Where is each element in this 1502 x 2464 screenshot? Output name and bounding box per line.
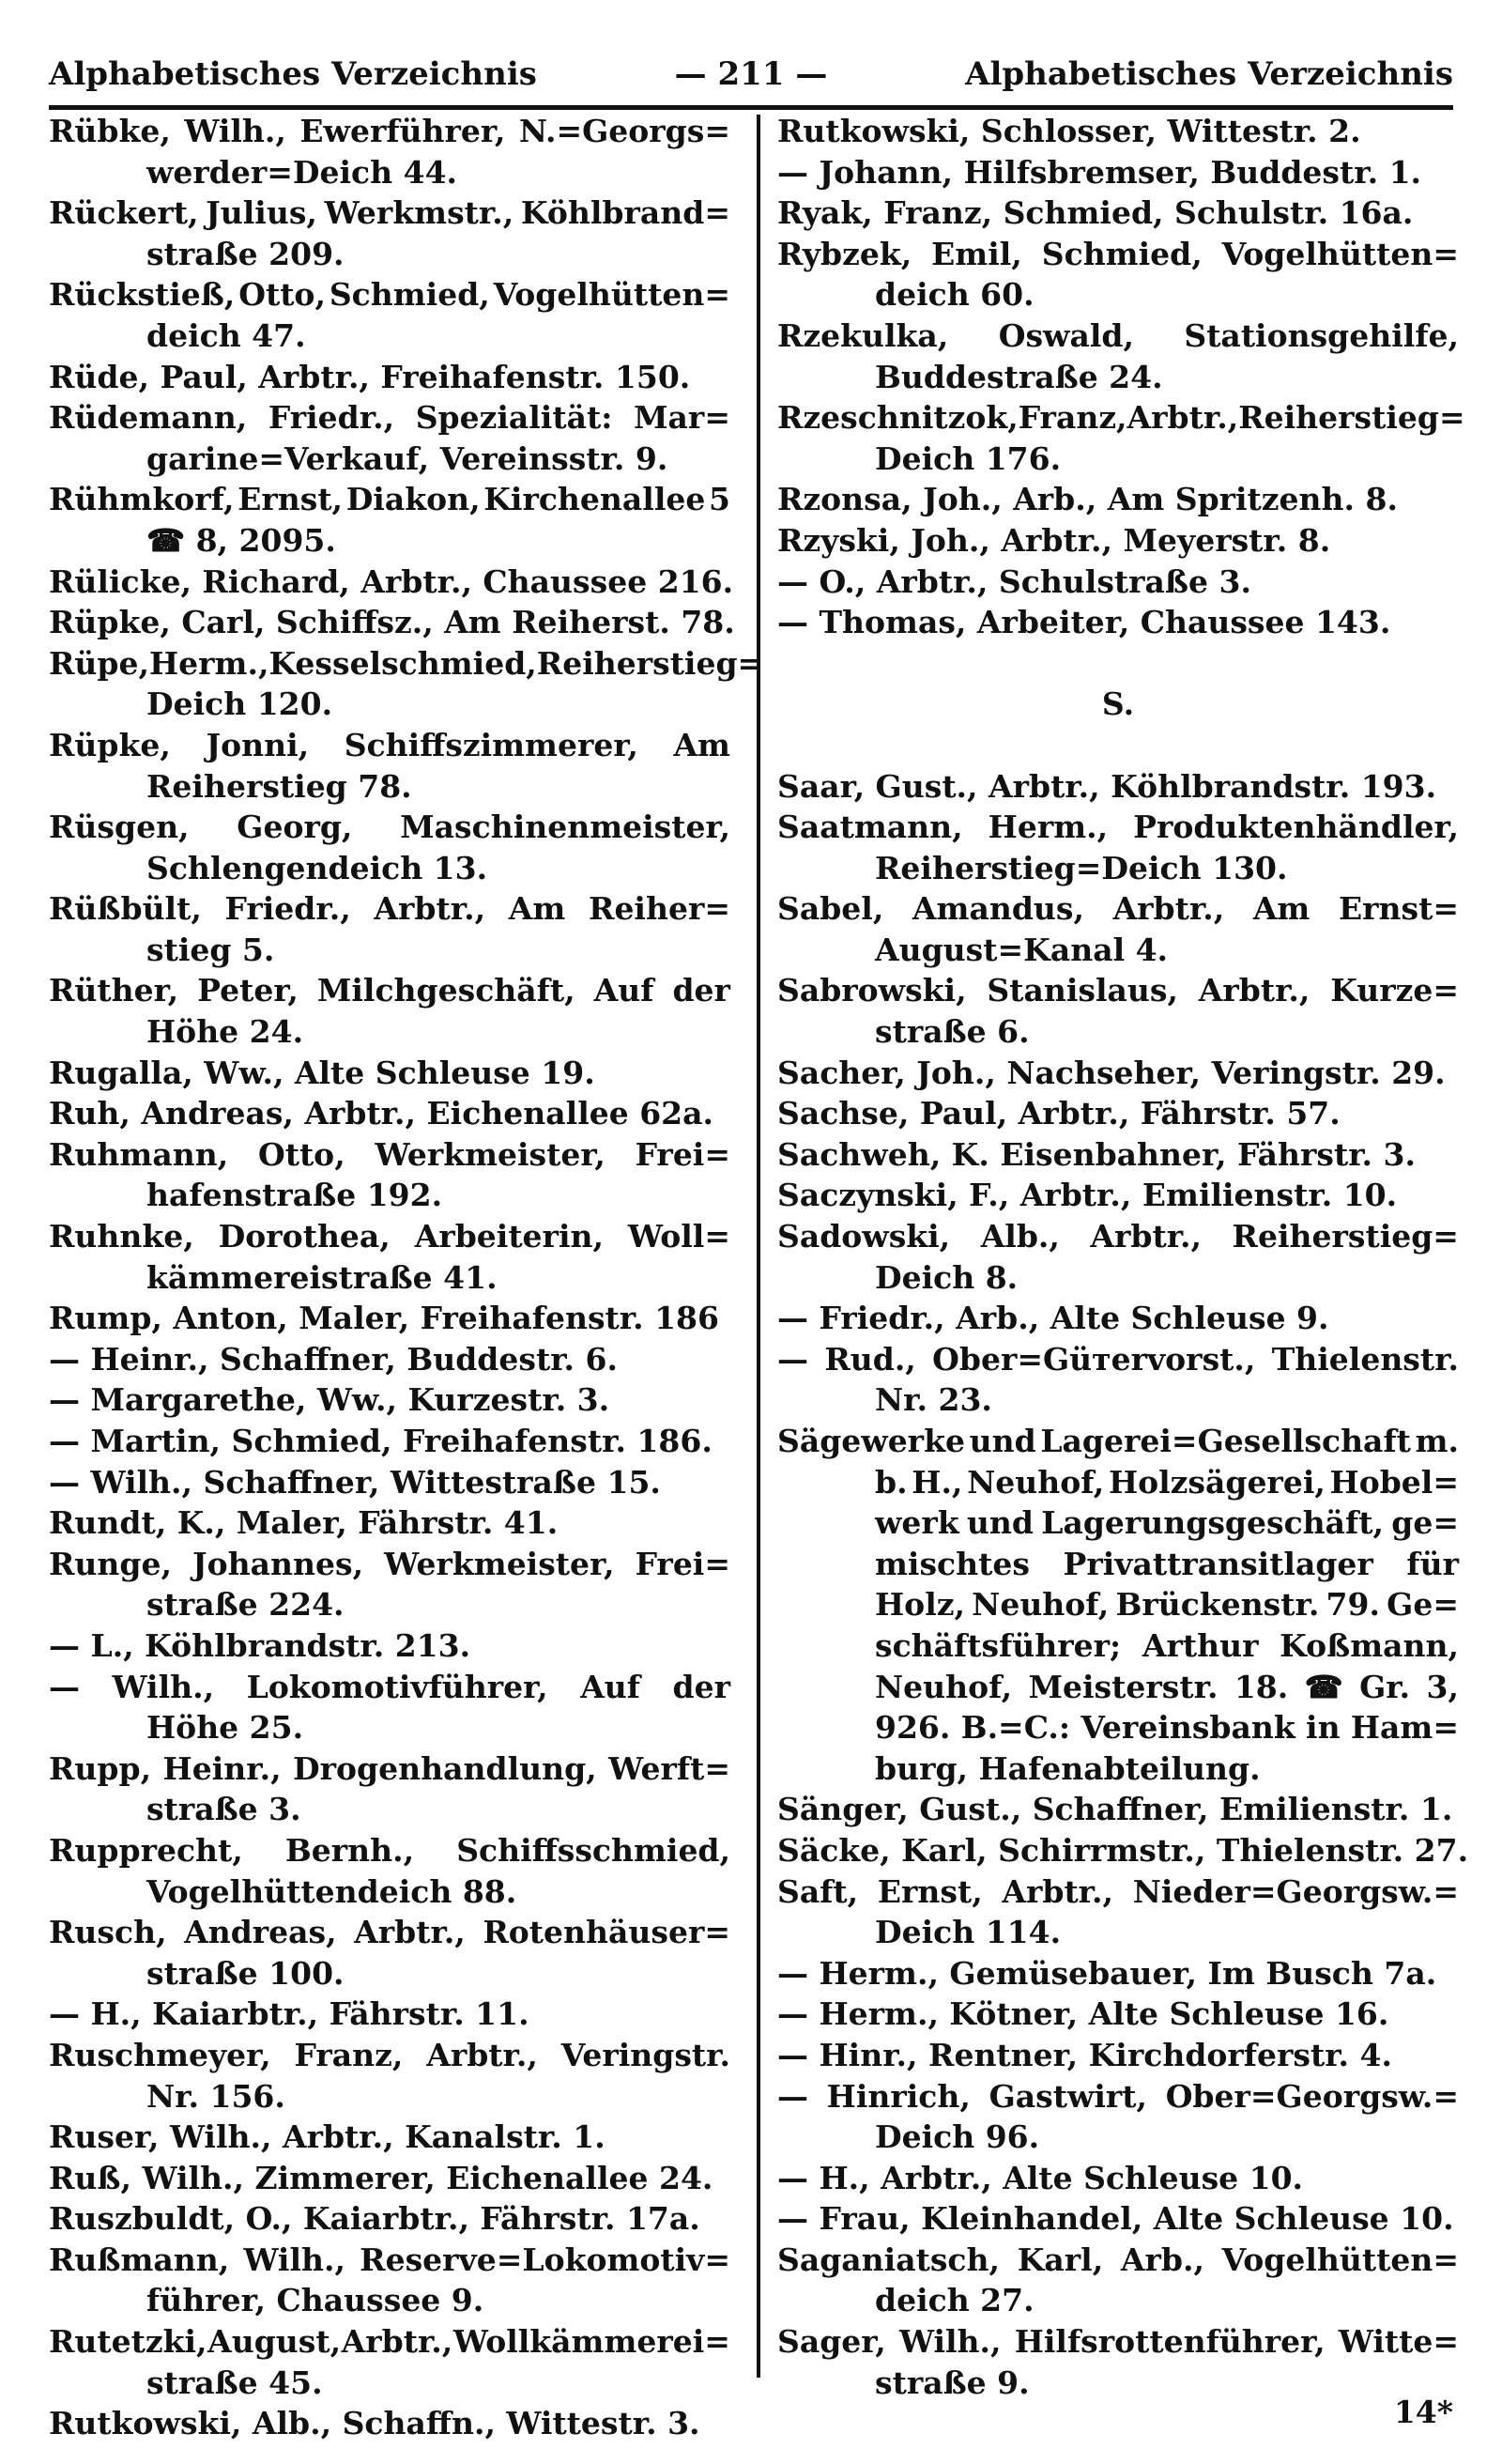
word: Arbtr., bbox=[354, 1914, 466, 1951]
word: Ernst, bbox=[238, 481, 344, 518]
word: Rupp, bbox=[49, 1749, 152, 1787]
entry-continuation-line: Buddestraße 24. bbox=[875, 358, 1163, 395]
word: Franz, bbox=[294, 2036, 404, 2073]
word: Koßmann, bbox=[1280, 1626, 1459, 1664]
entry-line: Sachweh, K. Eisenbahner, Fährstr. 3. bbox=[777, 1135, 1416, 1173]
word: 5 bbox=[709, 481, 730, 518]
word: Rzeschnitzok, bbox=[777, 399, 1019, 437]
word: Kurze= bbox=[1330, 972, 1459, 1009]
entry-continuation-line bbox=[777, 1584, 1459, 1625]
word: Hinrich, bbox=[826, 2077, 971, 2115]
entry-continuation-line: stieg 5. bbox=[146, 931, 275, 968]
word: Arbtr., bbox=[1112, 890, 1225, 928]
entry-continuation-line: hafenstraße 192. bbox=[146, 1177, 443, 1214]
word: Hobel= bbox=[1329, 1463, 1459, 1501]
word: Reserve=Lokomotiv= bbox=[360, 2241, 730, 2278]
word: Auf bbox=[593, 972, 654, 1009]
word: — bbox=[49, 1668, 80, 1705]
entry-line bbox=[777, 316, 1459, 357]
word: b. bbox=[875, 1463, 908, 1501]
word: Sadowski, bbox=[777, 1218, 951, 1255]
entry-continuation-line: garine=Verkauf, Vereinsstr. 9. bbox=[146, 439, 668, 477]
word: Reiherstieg= bbox=[1232, 1218, 1459, 1255]
entry-continuation-line bbox=[777, 1544, 1459, 1585]
word: Otto, bbox=[238, 276, 326, 314]
word: Neuhof, bbox=[972, 1586, 1110, 1624]
word: Kesselschmied, bbox=[268, 644, 537, 682]
entry-line bbox=[777, 1339, 1459, 1380]
word: Am bbox=[508, 890, 566, 928]
entry-continuation-line: Deich 114. bbox=[875, 1914, 1062, 1951]
word: schäftsführer; bbox=[875, 1626, 1122, 1664]
word: Werkmeister, bbox=[384, 1545, 615, 1582]
entry-line: Rutkowski, Schlosser, Wittestr. 2. bbox=[777, 113, 1361, 149]
header-right-title: Alphabetisches Verzeichnis bbox=[965, 55, 1453, 93]
entry-line bbox=[49, 111, 730, 152]
word: Werkmstr., bbox=[324, 194, 514, 232]
word: Lokomotivführer, bbox=[246, 1668, 548, 1705]
word: Diakon, bbox=[345, 481, 481, 518]
word: Saatmann, bbox=[777, 808, 963, 846]
word: Wilh., bbox=[243, 2241, 345, 2278]
word: Gastwirt, bbox=[989, 2077, 1148, 2115]
entry-line: Saar, Gust., Arbtr., Köhlbrandstr. 193. bbox=[777, 767, 1437, 805]
entry-line: — Martin, Schmied, Freihafenstr. 186. bbox=[49, 1423, 713, 1459]
word: Oswald, bbox=[998, 316, 1134, 354]
word: mischtes bbox=[875, 1545, 1030, 1582]
signature-mark: 14* bbox=[1393, 2394, 1453, 2430]
word: Rüdemann, bbox=[49, 399, 248, 437]
entry-continuation-line: Reiherstieg 78. bbox=[146, 767, 412, 805]
entry-line: Säcke, Karl, Schirrmstr., Thielenstr. 27. bbox=[777, 1831, 1469, 1869]
word: Otto, bbox=[257, 1135, 345, 1173]
entry-line bbox=[49, 807, 730, 848]
entry-continuation-line: straße 224. bbox=[146, 1586, 345, 1624]
entry-line bbox=[777, 2240, 1459, 2281]
entry-continuation-line: straße 9. bbox=[875, 2364, 1030, 2401]
word: Karl, bbox=[1017, 2241, 1104, 2278]
word: Neuhof, bbox=[875, 1668, 1013, 1705]
entry-continuation-line: Reiherstieg=Deich 130. bbox=[875, 849, 1288, 886]
word: August, bbox=[207, 2323, 342, 2361]
word: Rüsgen, bbox=[49, 808, 190, 846]
entry-line: Ruh, Andreas, Arbtr., Eichenallee 62a. bbox=[49, 1095, 714, 1132]
word: H., bbox=[912, 1463, 963, 1501]
entry-continuation-line: deich 47. bbox=[146, 316, 306, 354]
word: Rüpe, bbox=[49, 644, 149, 682]
right-column bbox=[777, 111, 1469, 2403]
entry-continuation-line: Vogelhüttendeich 88. bbox=[146, 1872, 517, 1910]
word: Stanislaus, bbox=[987, 972, 1178, 1009]
entry-continuation-line: Deich 8. bbox=[875, 1258, 1019, 1296]
word: Holzsägerei, bbox=[1108, 1463, 1326, 1501]
word: Rückstieß, bbox=[49, 276, 236, 314]
word: Neuhof, bbox=[967, 1463, 1105, 1501]
word: Rückert, bbox=[49, 194, 199, 232]
word: Andreas, bbox=[184, 1914, 337, 1951]
entry-line: — Johann, Hilfsbremser, Buddestr. 1. bbox=[777, 153, 1422, 191]
word: Rotenhäuser= bbox=[483, 1914, 730, 1951]
column-divider bbox=[757, 115, 760, 2378]
word: Rutetzki, bbox=[49, 2323, 207, 2361]
word: Ewerführer, bbox=[299, 113, 506, 149]
word: Wilh., bbox=[184, 113, 286, 149]
entry-line: Rüde, Paul, Arbtr., Freihafenstr. 150. bbox=[49, 358, 691, 395]
entry-line bbox=[49, 2240, 730, 2281]
word: Arbtr., bbox=[1126, 399, 1239, 437]
word: Gr. bbox=[1359, 1668, 1411, 1705]
word: Privattransitlager bbox=[1063, 1545, 1373, 1582]
word: Am bbox=[1252, 890, 1310, 928]
entry-line: — Herm., Gemüsebauer, Im Busch 7a. bbox=[777, 1954, 1437, 1992]
entry-continuation-line: Deich 96. bbox=[875, 2118, 1040, 2156]
entry-continuation-line: straße 6. bbox=[875, 1013, 1030, 1051]
word: Arbtr., bbox=[374, 890, 486, 928]
word: Ernst, bbox=[877, 1872, 983, 1910]
entry-line bbox=[777, 234, 1459, 275]
entry-line bbox=[49, 397, 730, 439]
entry-line bbox=[49, 1134, 730, 1176]
entry-line: Rump, Anton, Maler, Freihafenstr. 186 bbox=[49, 1300, 719, 1337]
entry-continuation-line: Deich 120. bbox=[146, 685, 333, 723]
entry-continuation-line bbox=[777, 1625, 1459, 1667]
entry-line bbox=[49, 643, 764, 685]
entry-line bbox=[49, 970, 730, 1011]
entry-line bbox=[49, 274, 730, 316]
word: Rzekulka, bbox=[777, 316, 949, 354]
word: Peter, bbox=[197, 972, 299, 1009]
entry-line: — L., Köhlbrandstr. 213. bbox=[49, 1626, 471, 1664]
word: Schmied, bbox=[329, 276, 490, 314]
entry-line bbox=[49, 1748, 730, 1790]
entry-line bbox=[777, 2076, 1459, 2118]
entry-line: — H., Arbtr., Alte Schleuse 10. bbox=[777, 2159, 1304, 2196]
word: Frei= bbox=[635, 1135, 730, 1173]
entry-line bbox=[49, 888, 730, 930]
word: Wilh., bbox=[898, 2323, 1002, 2361]
word: Georg, bbox=[237, 808, 353, 846]
word: Friedr., bbox=[224, 890, 351, 928]
entry-continuation-line: deich 60. bbox=[875, 276, 1035, 314]
word: 926. bbox=[875, 1709, 951, 1747]
word: Arbtr., bbox=[1002, 1872, 1114, 1910]
word: Stationsgehilfe, bbox=[1184, 316, 1459, 354]
entry-line bbox=[777, 970, 1459, 1011]
word: Rud., bbox=[824, 1340, 916, 1378]
entry-continuation-line: Schlengendeich 13. bbox=[146, 849, 488, 886]
word: Saft, bbox=[777, 1872, 859, 1910]
word: Veringstr. bbox=[560, 2036, 730, 2073]
word: Drogenhandlung, bbox=[293, 1749, 597, 1787]
word: Thielenstr. bbox=[1271, 1340, 1459, 1378]
entry-line: — O., Arbtr., Schulstraße 3. bbox=[777, 562, 1251, 600]
word: Holz, bbox=[875, 1586, 965, 1624]
word: Arbtr., bbox=[1090, 1218, 1203, 1255]
entry-line bbox=[777, 2321, 1459, 2363]
blank-line bbox=[777, 725, 1459, 766]
entry-line: — Hinr., Rentner, Kirchdorferstr. 4. bbox=[777, 2036, 1392, 2073]
word: Reiher= bbox=[589, 890, 730, 928]
word: — bbox=[777, 2077, 808, 2115]
word: Rußmann, bbox=[49, 2241, 230, 2278]
word: Lagerei=Gesellschaft bbox=[1040, 1423, 1411, 1459]
left-column bbox=[49, 111, 764, 2444]
entry-line bbox=[49, 1667, 730, 1708]
word: Ober=Güтervorst., bbox=[932, 1340, 1256, 1378]
entry-continuation-line: werder=Deich 44. bbox=[146, 153, 458, 191]
word: Meisterstr. bbox=[1028, 1668, 1218, 1705]
entry-continuation-line bbox=[777, 1707, 1459, 1748]
word: Sabel, bbox=[777, 890, 884, 928]
word: Ernst= bbox=[1338, 890, 1459, 928]
word: Arb., bbox=[1120, 2241, 1204, 2278]
entry-continuation-line bbox=[777, 1667, 1459, 1708]
word: Rüther, bbox=[49, 972, 179, 1009]
entry-continuation-line bbox=[777, 1502, 1459, 1544]
entry-line: — Heinr., Schaffner, Buddestr. 6. bbox=[49, 1340, 618, 1378]
entry-continuation-line: Nr. 23. bbox=[875, 1381, 992, 1419]
page-header bbox=[49, 51, 1453, 98]
entry-continuation-line: führer, Chaussee 9. bbox=[146, 2282, 484, 2319]
entry-line: Rzyski, Joh., Arbtr., Meyerstr. 8. bbox=[777, 521, 1331, 559]
entry-continuation-line bbox=[777, 1462, 1459, 1503]
word: Werkmeister, bbox=[375, 1135, 605, 1173]
entry-line: Ryak, Franz, Schmied, Schulstr. 16a. bbox=[777, 194, 1414, 232]
entry-continuation-line: Höhe 25. bbox=[146, 1709, 304, 1747]
word: werk bbox=[875, 1504, 959, 1542]
entry-continuation-line: burg, Hafenabteilung. bbox=[875, 1749, 1261, 1787]
word: Rupprecht, bbox=[49, 1831, 243, 1869]
entry-line: Rüpke, Carl, Schiffsz., Am Reiherst. 78. bbox=[49, 604, 735, 641]
word: Saganiatsch, bbox=[777, 2241, 1000, 2278]
entry-line: Rülicke, Richard, Arbtr., Chaussee 216. bbox=[49, 562, 734, 600]
word: Milchgeschäft, bbox=[316, 972, 575, 1009]
word: Ober=Georgsw.= bbox=[1165, 2077, 1459, 2115]
word: Spezialität: bbox=[415, 399, 613, 437]
word: Sager, bbox=[777, 2323, 886, 2361]
entry-line: Rundt, K., Maler, Fährstr. 41. bbox=[49, 1504, 559, 1542]
word: Ruhnke, bbox=[49, 1218, 194, 1255]
entry-line bbox=[49, 1216, 730, 1257]
entry-line: Saczynski, F., Arbtr., Emilienstr. 10. bbox=[777, 1177, 1398, 1214]
header-left-title: Alphabetisches Verzeichnis bbox=[49, 55, 537, 93]
entry-continuation-line: ☎ 8, 2095. bbox=[146, 521, 336, 559]
entry-line: — Frau, Kleinhandel, Alte Schleuse 10. bbox=[777, 2200, 1454, 2238]
entry-line bbox=[49, 479, 730, 520]
word: Frei= bbox=[635, 1545, 730, 1582]
word: Rühmkorf, bbox=[49, 481, 235, 518]
word: Vogelhütten= bbox=[1221, 2241, 1459, 2278]
word: Nieder=Georgsw.= bbox=[1132, 1872, 1459, 1910]
word: 18. bbox=[1234, 1668, 1289, 1705]
word: Schiffsschmied, bbox=[456, 1831, 730, 1869]
word: m. bbox=[1415, 1423, 1459, 1459]
word: Rüßbült, bbox=[49, 890, 202, 928]
entry-line: Ruß, Wilh., Zimmerer, Eichenallee 24. bbox=[49, 2159, 713, 2196]
word: Köhlbrand= bbox=[520, 194, 730, 232]
word: Franz, bbox=[1018, 399, 1127, 437]
word: B.=C.: bbox=[960, 1709, 1071, 1747]
word: Woll= bbox=[627, 1218, 730, 1255]
word: Produktenhändler, bbox=[1133, 808, 1459, 846]
word: in bbox=[1306, 1709, 1341, 1747]
entry-continuation-line: Nr. 156. bbox=[146, 2077, 285, 2115]
word: ☎ bbox=[1304, 1668, 1343, 1705]
entry-line bbox=[49, 2035, 730, 2076]
word: 79. bbox=[1326, 1586, 1380, 1624]
entry-line: — Friedr., Arb., Alte Schleuse 9. bbox=[777, 1300, 1329, 1337]
word: Bernh., bbox=[284, 1831, 415, 1869]
word: Schmied, bbox=[1041, 235, 1203, 272]
entry-line: Rutkowski, Alb., Schaffn., Wittestr. 3. bbox=[49, 2405, 700, 2442]
word: Vogelhütten= bbox=[1221, 235, 1459, 272]
entry-line bbox=[49, 1912, 730, 1953]
word: Arbeiterin, bbox=[414, 1218, 604, 1255]
word: Reiherstieg= bbox=[536, 644, 764, 682]
word: Hilfsrottenführer, bbox=[1014, 2323, 1326, 2361]
word: für bbox=[1406, 1545, 1459, 1582]
word: Rusch, bbox=[49, 1914, 167, 1951]
word: Arbtr., bbox=[1198, 972, 1310, 1009]
entry-continuation-line: straße 100. bbox=[146, 1954, 345, 1992]
entry-continuation-line: straße 45. bbox=[146, 2364, 323, 2401]
word: Friedr., bbox=[268, 399, 395, 437]
word: und bbox=[969, 1423, 1036, 1459]
entry-line: — Wilh., Schaffner, Wittestraße 15. bbox=[49, 1463, 661, 1501]
word: Rybzek, bbox=[777, 235, 912, 272]
entry-line: Sacher, Joh., Nachseher, Veringstr. 29. bbox=[777, 1054, 1446, 1091]
entry-line: — Herm., Kötner, Alte Schleuse 16. bbox=[777, 1995, 1389, 2033]
word: Herm., bbox=[148, 644, 269, 682]
word: Vogelhütten= bbox=[493, 276, 730, 314]
entry-line: Rzonsa, Joh., Arb., Am Spritzenh. 8. bbox=[777, 481, 1398, 518]
entry-line bbox=[777, 807, 1459, 848]
word: Johannes, bbox=[192, 1545, 364, 1582]
word: der bbox=[672, 1668, 730, 1705]
word: Arbtr., bbox=[341, 2323, 453, 2361]
word: Heinr., bbox=[162, 1749, 282, 1787]
word: Auf bbox=[580, 1668, 640, 1705]
entry-line: — Thomas, Arbeiter, Chaussee 143. bbox=[777, 604, 1391, 641]
word: Mar= bbox=[634, 399, 730, 437]
word: Wilh., bbox=[112, 1668, 215, 1705]
blank-line bbox=[777, 643, 1459, 685]
word: Runge, bbox=[49, 1545, 172, 1582]
word: Dorothea, bbox=[218, 1218, 391, 1255]
entry-line bbox=[49, 2321, 730, 2363]
entry-continuation-line: Deich 176. bbox=[875, 439, 1062, 477]
entry-line: Sänger, Gust., Schaffner, Emilienstr. 1. bbox=[777, 1791, 1453, 1828]
entry-line bbox=[49, 725, 730, 766]
word: — bbox=[777, 1340, 808, 1378]
entry-line bbox=[777, 1216, 1459, 1257]
entry-line: Ruser, Wilh., Arbtr., Kanalstr. 1. bbox=[49, 2118, 605, 2156]
word: Ruschmeyer, bbox=[49, 2036, 271, 2073]
word: Ruhmann, bbox=[49, 1135, 229, 1173]
word: Reiherstieg= bbox=[1238, 399, 1465, 437]
word: Rübke, bbox=[49, 113, 171, 149]
word: Alb., bbox=[980, 1218, 1060, 1255]
word: Maschinenmeister, bbox=[400, 808, 730, 846]
entry-line bbox=[49, 1830, 730, 1871]
entry-continuation-line: August=Kanal 4. bbox=[875, 931, 1169, 968]
entry-continuation-line: straße 3. bbox=[146, 1791, 301, 1828]
word: 3, bbox=[1426, 1668, 1459, 1705]
word: Lagerungsgeschäft, bbox=[1041, 1504, 1384, 1542]
word: Am bbox=[673, 726, 730, 763]
word: Amandus, bbox=[912, 890, 1084, 928]
entry-line: Rugalla, Ww., Alte Schleuse 19. bbox=[49, 1054, 595, 1091]
entry-continuation-line: kämmereistraße 41. bbox=[146, 1258, 498, 1296]
word: N.=Georgs= bbox=[518, 113, 730, 149]
section-letter-heading: S. bbox=[1101, 685, 1135, 723]
word: Arbtr., bbox=[426, 2036, 538, 2073]
word: Julius, bbox=[206, 194, 317, 232]
page-number: — 211 — bbox=[674, 55, 828, 93]
word: Schiffszimmerer, bbox=[344, 726, 638, 763]
word: Herm., bbox=[988, 808, 1109, 846]
word: Rüpke, bbox=[49, 726, 171, 763]
word: Witte= bbox=[1338, 2323, 1459, 2361]
entry-line bbox=[49, 1544, 730, 1585]
entry-line: Sachse, Paul, Arbtr., Fährstr. 57. bbox=[777, 1095, 1341, 1132]
word: Brückenstr. bbox=[1115, 1586, 1320, 1624]
word: und bbox=[966, 1504, 1034, 1542]
entry-line bbox=[49, 192, 730, 234]
entry-continuation-line: deich 27. bbox=[875, 2282, 1035, 2319]
entry-line: Ruszbuldt, O., Kaiarbtr., Fährstr. 17a. bbox=[49, 2200, 700, 2238]
word: Arthur bbox=[1142, 1626, 1259, 1664]
entry-line bbox=[777, 888, 1459, 930]
entry-line bbox=[777, 1421, 1459, 1462]
word: Wollkämmerei= bbox=[452, 2323, 730, 2361]
word: Emil, bbox=[931, 235, 1022, 272]
word: Jonni, bbox=[206, 726, 310, 763]
word: Werft= bbox=[608, 1749, 730, 1787]
entry-continuation-line: Höhe 24. bbox=[146, 1013, 304, 1051]
word: der bbox=[672, 972, 730, 1009]
entry-line: — H., Kaiarbtr., Fährstr. 11. bbox=[49, 1995, 529, 2033]
header-rule bbox=[49, 105, 1453, 110]
entry-line bbox=[777, 1871, 1459, 1913]
word: Ge= bbox=[1387, 1586, 1459, 1624]
word: Kirchenallee bbox=[483, 481, 706, 518]
entry-line bbox=[777, 397, 1465, 439]
word: Vereinsbank bbox=[1081, 1709, 1295, 1747]
entry-continuation-line: straße 209. bbox=[146, 235, 345, 272]
entry-line: — Margarethe, Ww., Kurzestr. 3. bbox=[49, 1381, 610, 1419]
word: Sabrowski, bbox=[777, 972, 967, 1009]
word: Sägewerke bbox=[777, 1423, 965, 1459]
word: ge= bbox=[1391, 1504, 1459, 1542]
word: Ham= bbox=[1350, 1709, 1459, 1747]
